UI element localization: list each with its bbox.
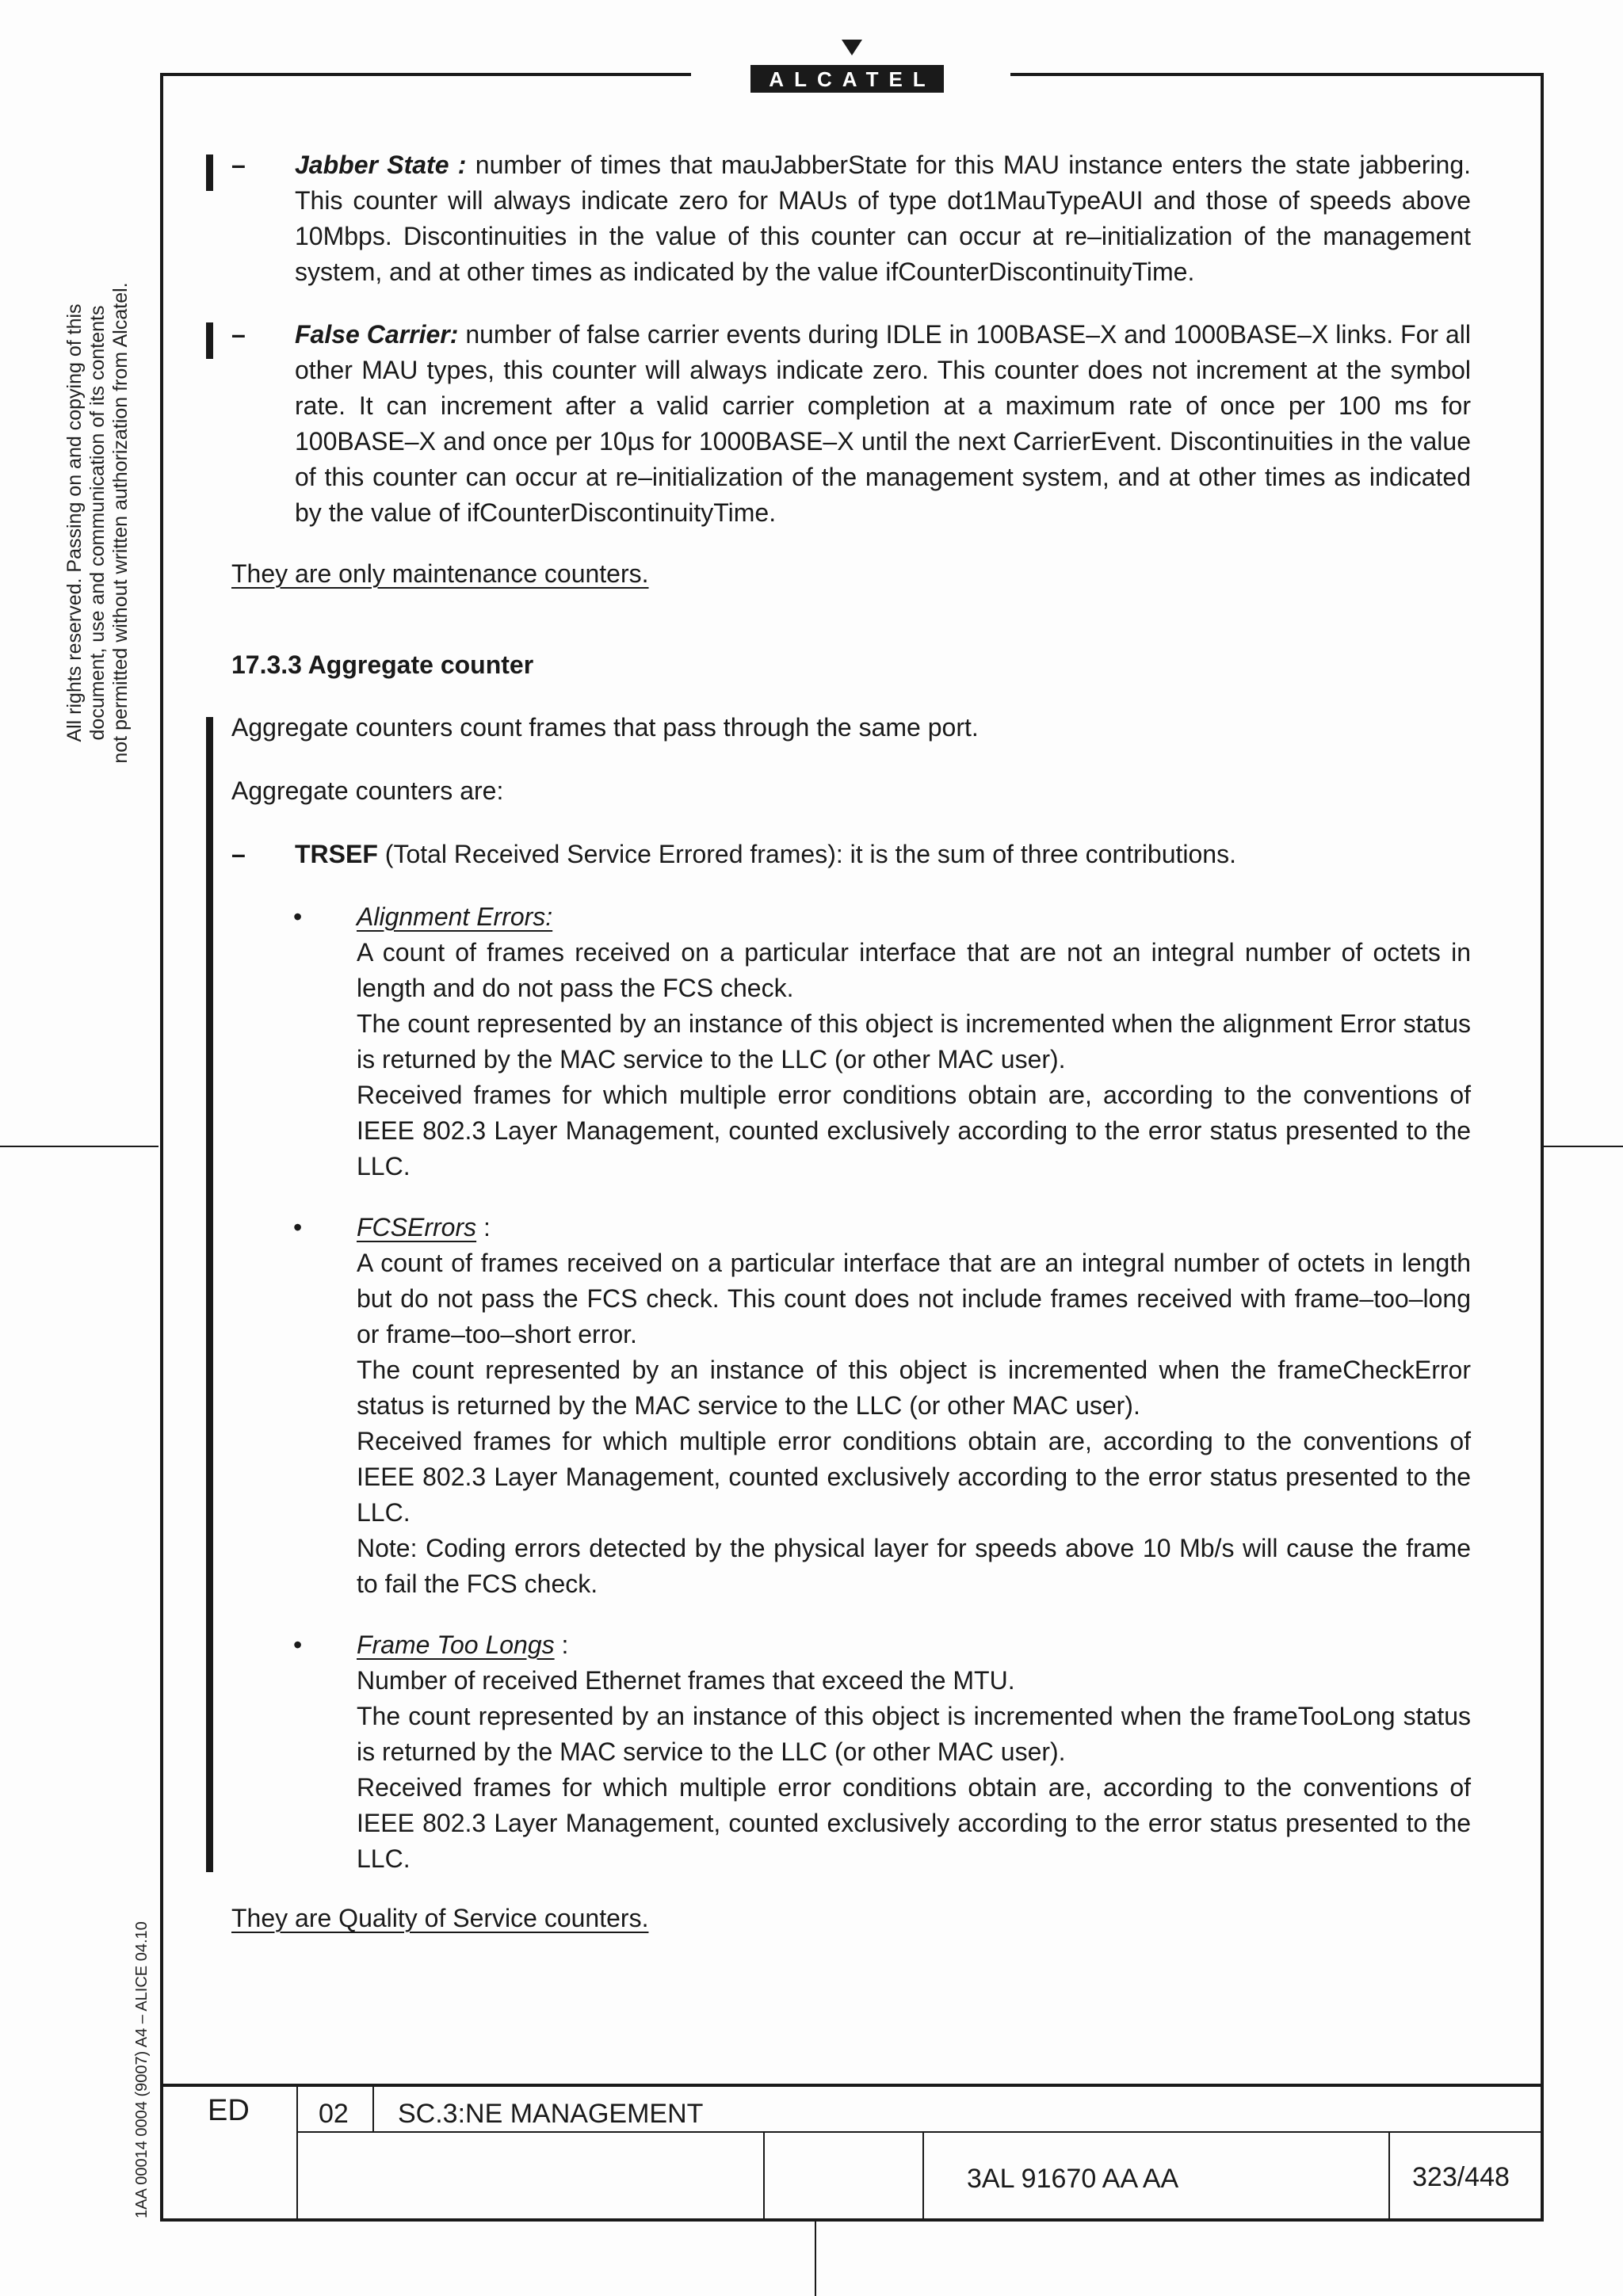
- footer-tail-mark: [815, 2222, 816, 2296]
- logo-triangle-icon: [842, 40, 862, 55]
- footer-col-divider: [1388, 2131, 1390, 2220]
- trsef-item: [295, 837, 1471, 872]
- false-carrier-item: [295, 317, 1471, 531]
- frame-top-right: [1010, 73, 1544, 76]
- footer-mid-rule: [297, 2131, 1544, 2133]
- jabber-state-label: Jabber State :: [295, 151, 467, 179]
- fold-mark-right: [1544, 1146, 1623, 1147]
- frame-too-longs-item: Frame Too Longs : Number of received Ethernet frames that exceed the MTU. The count represented by an instance of this object is incremented when the frameTooLong status is returned by the MAC service to the LLC (or other MAC user). Received frames for which multiple error conditions obtain are, according to the conventions of IEEE 802.3 Layer Management, counted exclusively according to the error status presented to the LLC.: [357, 1627, 1471, 1877]
- frame-right: [1541, 73, 1544, 2222]
- change-bar: [206, 322, 213, 359]
- alignment-errors-desc: A count of frames received on a particular interface that are not an integral number of octets in length and do not pass the FCS check.: [357, 938, 1471, 1002]
- fcs-errors-item: FCSErrors : A count of frames received on a particular interface that are an integral number of octets in length but do not pass the FCS check. This count does not include frames received with frame–too–long or frame–too–short error. The count represented by an instance of this object is incremented when the frameCheckError status is returned by the MAC service to the LLC (or other MAC user). Received frames for which multiple error conditions obtain are, according to the conventions of IEEE 802.3 Layer Management, counted exclusively according to the error status presented to the LLC. Note: Coding errors detected by the physical layer for speeds above 10 Mb/s will cause the frame to fail the FCS check.: [357, 1210, 1471, 1602]
- footer-page-number: 323/448: [1412, 2162, 1510, 2192]
- document-code: 1AA 00014 0004 (9007) A4 – ALICE 04.10: [133, 1921, 151, 2218]
- footer-ed-value: 02: [319, 2099, 349, 2129]
- frame-left: [160, 73, 163, 2222]
- trsef-label: TRSEF: [295, 840, 378, 868]
- footer-doc-number: 3AL 91670 AA AA: [967, 2164, 1179, 2194]
- footer-top-rule: [160, 2084, 1544, 2087]
- alignment-errors-conventions: Received frames for which multiple error conditions obtain are, according to the conventions of IEEE 802.3 Layer Management, counted exclusively according to the error status presented to the LLC.: [357, 1081, 1471, 1180]
- intro-paragraph: Aggregate counters count frames that pass through the same port.: [231, 713, 979, 742]
- jabber-state-item: [295, 147, 1471, 290]
- alignment-errors-increment: The count represented by an instance of this object is incremented when the alignment Error status is returned by the MAC service to the LLC (or other MAC user).: [357, 1009, 1471, 1074]
- frame-top-left: [160, 73, 691, 76]
- bullet-icon: •: [293, 1630, 303, 1659]
- alignment-errors-title: Alignment Errors:: [357, 902, 553, 931]
- frame-too-longs-conventions: Received frames for which multiple error conditions obtain are, according to the conventions of IEEE 802.3 Layer Management, counted exclusively according to the error status presented to the LLC.: [357, 1773, 1471, 1873]
- footer-title: SC.3:NE MANAGEMENT: [398, 2099, 704, 2129]
- frame-too-longs-increment: The count represented by an instance of this object is incremented when the frameTooLong status is returned by the MAC service to the LLC (or other MAC user).: [357, 1702, 1471, 1766]
- false-carrier-text: number of false carrier events during IDLE in 100BASE–X and 1000BASE–X links. For all other MAU types, this counter will always indicate zero. This counter does not increment at the symbol rate. It can increment after a valid carrier completion at a maximum rate of once per 100 ms for 100BASE–X and once per 10µs for 1000BASE–X until the next CarrierEvent. Discontinuities in the value of this counter can occur at re–initialization of the management system, and at other times as indicated by the value of ifCounterDiscontinuityTime.: [295, 320, 1472, 527]
- footer-col-divider: [763, 2131, 765, 2220]
- change-bar: [206, 154, 213, 191]
- bullet-icon: •: [293, 902, 303, 931]
- footer-ed-label: ED: [208, 2094, 250, 2127]
- intro-list-lead: Aggregate counters are:: [231, 776, 504, 805]
- frame-too-longs-title: Frame Too Longs: [357, 1630, 555, 1659]
- false-carrier-label: False Carrier:: [295, 320, 459, 349]
- section-heading: 17.3.3 Aggregate counter: [231, 650, 534, 679]
- trsef-text: (Total Received Service Errored frames): it is the sum of three contributions.: [377, 840, 1236, 868]
- fcs-errors-title: FCSErrors: [357, 1213, 477, 1241]
- fcs-errors-note: Note: Coding errors detected by the physical layer for speeds above 10 Mb/s will cause the frame to fail the FCS check.: [357, 1534, 1471, 1598]
- maintenance-note: They are only maintenance counters.: [231, 559, 649, 588]
- qos-note: They are Quality of Service counters.: [231, 1904, 649, 1932]
- list-dash: –: [231, 840, 246, 868]
- footer-col-divider: [296, 2085, 298, 2220]
- footer-bottom-rule: [160, 2218, 1544, 2222]
- jabber-state-text: number of times that mauJabberState for this MAU instance enters the state jabbering. This counter will always indicate zero for MAUs of type dot1MauTypeAUI and those of speeds above 10Mbps. Discontinuities in the value of this counter can occur at re–initialization of the management system, and at other times as indicated by the value ifCounterDiscontinuityTime.: [295, 151, 1472, 286]
- bullet-icon: •: [293, 1213, 303, 1241]
- alcatel-logo: ALCATEL: [750, 65, 944, 93]
- list-dash: –: [231, 151, 246, 179]
- change-bar: [206, 717, 213, 1872]
- frame-too-longs-desc: Number of received Ethernet frames that exceed the MTU.: [357, 1666, 1015, 1695]
- footer-col-divider: [372, 2085, 374, 2133]
- fcs-errors-increment: The count represented by an instance of this object is incremented when the frameCheckError status is returned by the MAC service to the LLC (or other MAC user).: [357, 1356, 1471, 1420]
- rights-notice: All rights reserved. Passing on and copying of this document, use and communication of its contents not permitted without written authorization from Alcatel.: [63, 282, 132, 764]
- fcs-errors-conventions: Received frames for which multiple error conditions obtain are, according to the conventions of IEEE 802.3 Layer Management, counted exclusively according to the error status presented to the LLC.: [357, 1427, 1471, 1527]
- list-dash: –: [231, 320, 246, 349]
- alignment-errors-item: [357, 899, 1471, 1184]
- fcs-errors-desc: A count of frames received on a particular interface that are an integral number of octets in length but do not pass the FCS check. This count does not include frames received with frame–too–long or frame–too–short error.: [357, 1249, 1471, 1348]
- fold-mark-left: [0, 1146, 158, 1147]
- footer-col-divider: [922, 2131, 924, 2220]
